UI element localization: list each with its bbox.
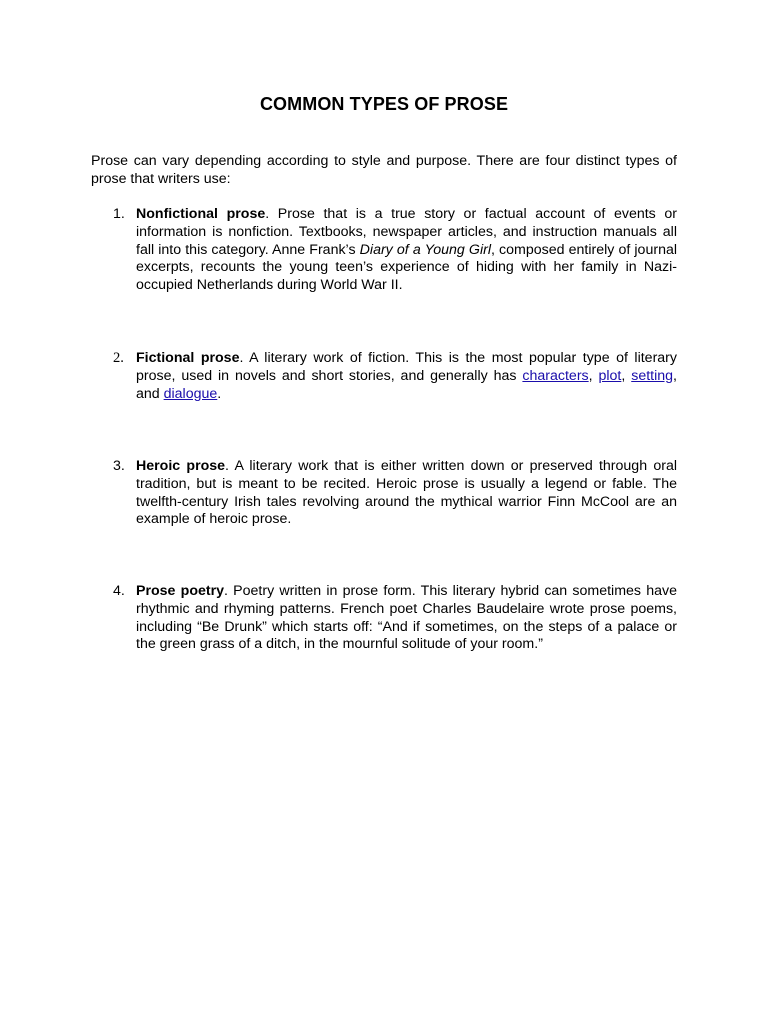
link-characters[interactable]: characters	[522, 367, 589, 384]
term-heading: Nonfictional prose	[136, 206, 266, 222]
list-item-fictional-prose	[91, 350, 677, 403]
page-title: COMMON TYPES OF PROSE	[259, 94, 509, 114]
link-dialogue[interactable]: dialogue	[163, 385, 218, 402]
link-separator: , and	[136, 367, 677, 402]
list-item-heroic-prose	[91, 458, 677, 529]
term-heading: Fictional prose	[136, 350, 240, 366]
link-separator: ,	[588, 367, 599, 384]
item-body: . Prose that is a true story or factual account of events or information is nonfiction. Textbooks, newspaper articles, and instruction manuals all fall into this category. Anne Frank’s	[136, 206, 678, 258]
list-number: 1.	[113, 206, 125, 222]
list-item-text	[136, 350, 677, 403]
book-title: Diary of a Young Girl	[359, 241, 491, 258]
item-body: . A literary work that is either written down or preserved through oral tradition, but is meant to be recited. Heroic prose is usually a legend or fable. The twelfth-century Irish tales revolving around the mythical warrior Finn McCool are an example of heroic prose.	[136, 458, 677, 528]
link-separator: ,	[621, 367, 632, 384]
list-item-text	[136, 583, 677, 654]
list-number: 4.	[113, 583, 125, 599]
list-item-text	[136, 206, 677, 295]
list-item-nonfictional-prose	[91, 206, 677, 295]
item-body: . A literary work of fiction. This is the most popular type of literary prose, used in novels and short stories, and generally has	[136, 350, 677, 384]
term-heading: Heroic prose	[136, 458, 226, 474]
list-item-text	[136, 458, 677, 529]
item-body: . Poetry written in prose form. This literary hybrid can sometimes have rhythmic and rhyming patterns. French poet Charles Baudelaire wrote prose poems, including “Be Drunk” which starts off: “And if sometimes, on the steps of a palace or the green grass of a ditch, in the mournful solitude of your room.”	[136, 583, 677, 653]
item-body-end: .	[217, 385, 222, 402]
intro-paragraph: Prose can vary depending according to style and purpose. There are four distinct types of prose that writers use:	[91, 153, 677, 187]
list-number: 3.	[113, 458, 125, 474]
link-plot[interactable]: plot	[598, 367, 622, 384]
list-number: 2.	[113, 350, 124, 366]
list-item-prose-poetry	[91, 583, 677, 654]
item-body-continued: , composed entirely of journal excerpts, recounts the young teen’s experience of hiding with her family in Nazi-occupied Netherlands during World War II.	[136, 241, 677, 294]
term-heading: Prose poetry	[136, 583, 225, 599]
link-setting[interactable]: setting	[631, 367, 674, 384]
